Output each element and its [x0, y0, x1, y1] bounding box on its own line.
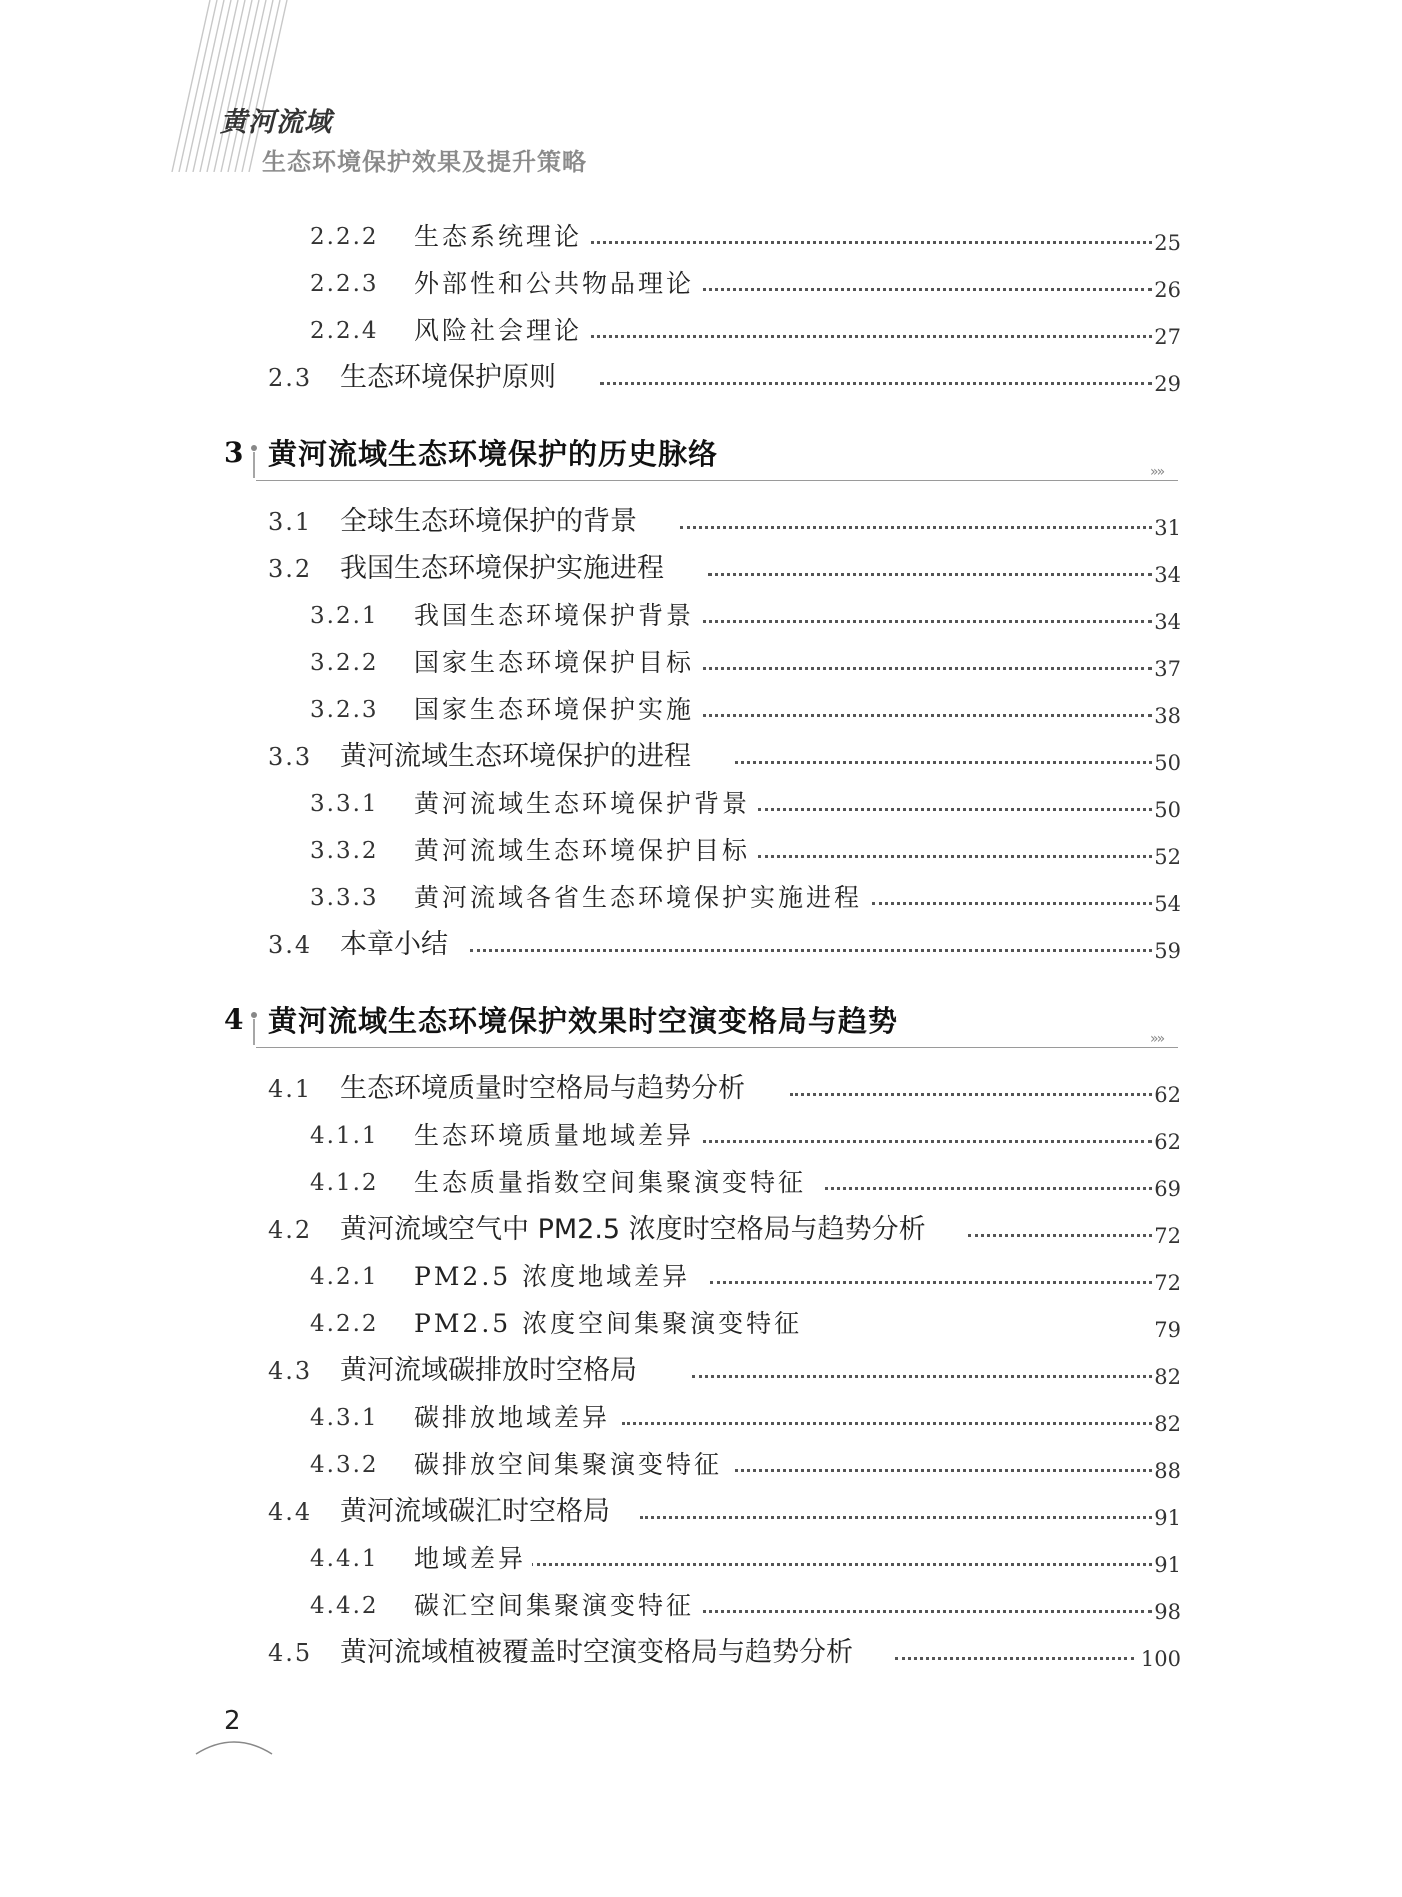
toc-entry-title: 黄河流域空气中 PM2.5 浓度时空格局与趋势分析 [340, 1210, 932, 1250]
toc-entry[interactable] [0, 690, 1402, 730]
toc-entry-number: 4.2 [268, 1216, 313, 1244]
toc-entry-page: 34 [1154, 610, 1181, 634]
dot-leader [710, 1281, 1152, 1284]
toc-entry-page: 62 [1154, 1083, 1181, 1107]
toc-entry-number: 4.1 [268, 1075, 313, 1103]
page-number: 2 [224, 1706, 241, 1736]
toc-entry-number: 3.4 [268, 931, 313, 959]
toc-entry-number: 3.3.3 [310, 885, 379, 911]
double-arrow-icon: »» [1150, 464, 1164, 480]
dot-leader [680, 526, 1152, 529]
dot-leader [580, 335, 1152, 338]
toc-entry-page: 25 [1154, 231, 1181, 255]
toc-entry[interactable] [0, 596, 1402, 636]
toc-entry[interactable] [0, 358, 1402, 398]
dot-leader [640, 1516, 1152, 1519]
toc-entry-page: 52 [1154, 845, 1181, 869]
chapter-number: 3 [224, 436, 244, 469]
toc-entry-page: 26 [1154, 278, 1181, 302]
toc-entry-title: 黄河流域生态环境保护目标 [414, 831, 756, 871]
toc-entry-title: 生态系统理论 [414, 217, 588, 257]
dot-leader [470, 949, 1152, 952]
toc-entry[interactable] [0, 1445, 1402, 1485]
toc-entry-title: 黄河流域各省生态环境保护实施进程 [414, 878, 868, 918]
toc-entry-title: 风险社会理论 [414, 311, 588, 351]
chapter-heading-3[interactable] [0, 430, 1402, 490]
toc-entry-page: 29 [1154, 372, 1181, 396]
toc-entry-title: 外部性和公共物品理论 [414, 264, 700, 304]
dot-leader [690, 1610, 1152, 1613]
series-title: 黄河流域 [220, 107, 332, 138]
toc-entry[interactable] [0, 1257, 1402, 1297]
toc-entry-page: 88 [1154, 1459, 1181, 1483]
chapter-marker-icon [250, 444, 258, 478]
toc-entry-title: 黄河流域生态环境保护背景 [414, 784, 756, 824]
dot-leader [600, 382, 1152, 385]
toc-entry-page: 37 [1154, 657, 1181, 681]
chapter-rule [256, 480, 1178, 481]
dot-leader [708, 573, 1152, 576]
toc-entry[interactable] [0, 925, 1402, 965]
toc-entry-title: 黄河流域生态环境保护的进程 [340, 737, 697, 777]
chapter-rule [256, 1047, 1178, 1048]
toc-entry-number: 3.2.2 [310, 650, 379, 676]
toc-entry[interactable] [0, 311, 1402, 351]
toc-entry-page: 91 [1154, 1553, 1181, 1577]
book-title: 生态环境保护效果及提升策略 [262, 148, 587, 176]
toc-entry[interactable] [0, 1351, 1402, 1391]
toc-entry-page: 79 [1154, 1318, 1181, 1342]
toc-entry[interactable] [0, 878, 1402, 918]
toc-entry-number: 2.2.2 [310, 224, 379, 250]
toc-entry[interactable] [0, 1304, 1402, 1344]
dot-leader [622, 1422, 1152, 1425]
toc-entry[interactable] [0, 1633, 1402, 1673]
toc-entry[interactable] [0, 784, 1402, 824]
toc-entry[interactable] [0, 1069, 1402, 1109]
toc-entry-title: 生态环境保护原则 [340, 358, 562, 398]
toc-entry-page: 82 [1154, 1365, 1181, 1389]
toc-entry-number: 3.2.3 [310, 697, 379, 723]
toc-entry-number: 4.3.1 [310, 1405, 379, 1431]
toc-entry-title: 碳排放空间集聚演变特征 [414, 1445, 728, 1485]
toc-entry-title: 碳汇空间集聚演变特征 [414, 1586, 700, 1626]
toc-entry-page: 62 [1154, 1130, 1181, 1154]
toc-entry[interactable] [0, 217, 1402, 257]
toc-entry-number: 4.2.2 [310, 1311, 379, 1337]
toc-entry-page: 59 [1154, 939, 1181, 963]
dot-leader [690, 288, 1152, 291]
toc-entry-title: 全球生态环境保护的背景 [340, 502, 643, 542]
toc-entry-title: 生态环境质量地域差异 [414, 1116, 700, 1156]
toc-entry[interactable] [0, 1492, 1402, 1532]
dot-leader [692, 1375, 1152, 1378]
toc-entry-page: 50 [1154, 751, 1181, 775]
toc-entry-title: 国家生态环境保护目标 [414, 643, 700, 683]
toc-entry-title: 国家生态环境保护实施 [414, 690, 700, 730]
toc-entry-number: 4.1.2 [310, 1170, 379, 1196]
dot-leader [735, 761, 1152, 764]
toc-entry[interactable] [0, 1539, 1402, 1579]
dot-leader [530, 1563, 1152, 1566]
toc-entry-number: 4.4 [268, 1498, 313, 1526]
double-arrow-icon: »» [1150, 1031, 1164, 1047]
dot-leader [580, 241, 1152, 244]
toc-entry-number: 4.2.1 [310, 1264, 379, 1290]
toc-entry-title: 我国生态环境保护实施进程 [340, 549, 670, 589]
toc-entry-page: 72 [1154, 1271, 1181, 1295]
toc-entry-number: 3.3.2 [310, 838, 379, 864]
toc-entry-page: 54 [1154, 892, 1181, 916]
toc-entry[interactable] [0, 264, 1402, 304]
toc-entry-title: 地域差异 [414, 1539, 532, 1579]
page-curve-decoration [194, 1734, 274, 1758]
toc-entry-page: 82 [1154, 1412, 1181, 1436]
toc-entry-title: 黄河流域碳排放时空格局 [340, 1351, 643, 1391]
toc-entry-number: 2.2.4 [310, 318, 379, 344]
dot-leader [690, 1140, 1152, 1143]
toc-entry-page: 34 [1154, 563, 1181, 587]
toc-entry-page: 98 [1154, 1600, 1181, 1624]
toc-entry-title: 生态质量指数空间集聚演变特征 [414, 1163, 812, 1203]
toc-entry-title: PM2.5 浓度地域差异 [414, 1257, 696, 1297]
toc-entry-title: 生态环境质量时空格局与趋势分析 [340, 1069, 751, 1109]
toc-entry-title: 本章小结 [340, 925, 454, 965]
dot-leader [895, 1657, 1134, 1660]
toc-entry[interactable] [0, 737, 1402, 777]
toc-entry-page: 72 [1154, 1224, 1181, 1248]
toc-entry-page: 91 [1154, 1506, 1181, 1530]
toc-entry-number: 4.4.2 [310, 1593, 379, 1619]
toc-entry[interactable] [0, 643, 1402, 683]
toc-entry-page: 38 [1154, 704, 1181, 728]
dot-leader [758, 855, 1152, 858]
toc-entry-number: 2.2.3 [310, 271, 379, 297]
dot-leader [968, 1234, 1152, 1237]
toc-entry-title: PM2.5 浓度空间集聚演变特征 [414, 1304, 808, 1344]
toc-entry-title: 我国生态环境保护背景 [414, 596, 700, 636]
toc-entry-page: 100 [1140, 1647, 1181, 1671]
toc-entry-number: 4.1.1 [310, 1123, 379, 1149]
toc-entry[interactable] [0, 1586, 1402, 1626]
dot-leader [690, 714, 1152, 717]
dot-leader [690, 620, 1152, 623]
toc-entry-number: 4.3 [268, 1357, 313, 1385]
dot-leader [872, 902, 1152, 905]
chapter-title: 黄河流域生态环境保护的历史脉络 [268, 437, 719, 471]
toc-entry-page: 31 [1154, 516, 1181, 540]
toc-entry[interactable] [0, 1210, 1402, 1250]
chapter-title: 黄河流域生态环境保护效果时空演变格局与趋势 [268, 1004, 899, 1038]
toc-entry-page: 69 [1154, 1177, 1181, 1201]
toc-entry-title: 黄河流域植被覆盖时空演变格局与趋势分析 [340, 1633, 859, 1673]
toc-entry-number: 4.5 [268, 1639, 313, 1667]
toc-entry-page: 50 [1154, 798, 1181, 822]
toc-entry[interactable] [0, 831, 1402, 871]
toc-entry-number: 4.4.1 [310, 1546, 379, 1572]
dot-leader [735, 1469, 1152, 1472]
toc-entry[interactable] [0, 549, 1402, 589]
toc-entry-number: 3.3 [268, 743, 313, 771]
toc-entry-number: 3.2 [268, 555, 313, 583]
chapter-marker-icon [250, 1011, 258, 1045]
toc-entry[interactable] [0, 1163, 1402, 1203]
toc-entry-number: 3.2.1 [310, 603, 379, 629]
toc-entry[interactable] [0, 1116, 1402, 1156]
chapter-number: 4 [224, 1003, 244, 1036]
toc-entry-title: 黄河流域碳汇时空格局 [340, 1492, 616, 1532]
toc-entry-number: 3.3.1 [310, 791, 379, 817]
toc-entry-number: 4.3.2 [310, 1452, 379, 1478]
toc-entry[interactable] [0, 502, 1402, 542]
toc-entry-page: 27 [1154, 325, 1181, 349]
dot-leader [825, 1187, 1152, 1190]
toc-entry-number: 3.1 [268, 508, 313, 536]
dot-leader [690, 667, 1152, 670]
chapter-heading-4[interactable] [0, 997, 1402, 1057]
dot-leader [790, 1093, 1152, 1096]
toc-entry-number: 2.3 [268, 364, 313, 392]
toc-entry-title: 碳排放地域差异 [414, 1398, 616, 1438]
toc-entry[interactable] [0, 1398, 1402, 1438]
dot-leader [758, 808, 1152, 811]
